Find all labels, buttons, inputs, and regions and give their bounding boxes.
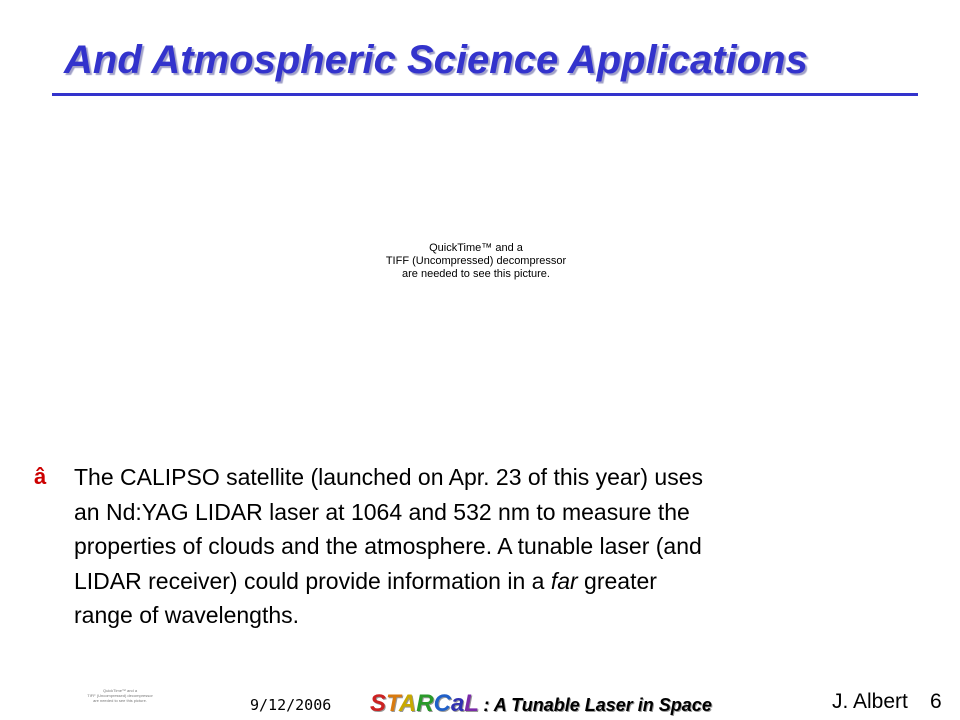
footer-subtitle: : A Tunable Laser in Space bbox=[483, 695, 712, 715]
placeholder-line: QuickTime™ and a bbox=[102, 688, 138, 693]
footer-title bbox=[370, 690, 712, 718]
footer-mini-logo-icon bbox=[798, 701, 828, 707]
logo-letter: A bbox=[398, 690, 417, 717]
bullet-line: properties of clouds and the atmosphere. A tunable laser (and bbox=[74, 533, 702, 559]
footer-date: 9/12/2006 bbox=[250, 696, 332, 714]
bullet-line bbox=[74, 564, 914, 599]
logo-letter: C bbox=[433, 690, 451, 717]
bullet-text bbox=[34, 460, 914, 633]
placeholder-line: are needed to see this picture. bbox=[402, 268, 550, 280]
bullet-line-segment: LIDAR receiver) could provide information in a bbox=[74, 567, 551, 594]
placeholder-line: TIFF (Uncompressed) decompressor bbox=[385, 255, 567, 267]
bullet-point bbox=[34, 460, 914, 633]
placeholder-line: are needed to see this picture. bbox=[93, 698, 147, 703]
bullet-line: The CALIPSO satellite (launched on Apr. 23 of this year) uses bbox=[74, 464, 704, 490]
logo-letter: L bbox=[464, 690, 479, 717]
quicktime-image-placeholder bbox=[368, 242, 584, 281]
bullet-arrow-icon: â bbox=[34, 464, 47, 489]
placeholder-line: TIFF (Uncompressed) decompressor bbox=[87, 693, 153, 698]
page-number: 6 bbox=[930, 690, 942, 713]
bullet-line-segment: greater bbox=[577, 567, 657, 594]
bullet-line: range of wavelengths. bbox=[74, 602, 300, 628]
starcal-logo bbox=[370, 690, 483, 717]
logo-letter: S bbox=[370, 690, 387, 717]
footer-author: J. Albert bbox=[832, 690, 908, 713]
placeholder-line: QuickTime™ and a bbox=[429, 242, 523, 254]
footer-quicktime-placeholder bbox=[70, 688, 170, 703]
logo-letter: R bbox=[416, 690, 434, 717]
emphasis-word: far bbox=[550, 567, 578, 594]
slide-title: And Atmospheric Science Applications bbox=[64, 38, 808, 82]
bullet-line: an Nd:YAG LIDAR laser at 1064 and 532 nm to measure the bbox=[74, 498, 690, 525]
title-underline bbox=[52, 93, 918, 96]
logo-letter: T bbox=[386, 690, 399, 717]
logo-letter: a bbox=[450, 690, 465, 717]
